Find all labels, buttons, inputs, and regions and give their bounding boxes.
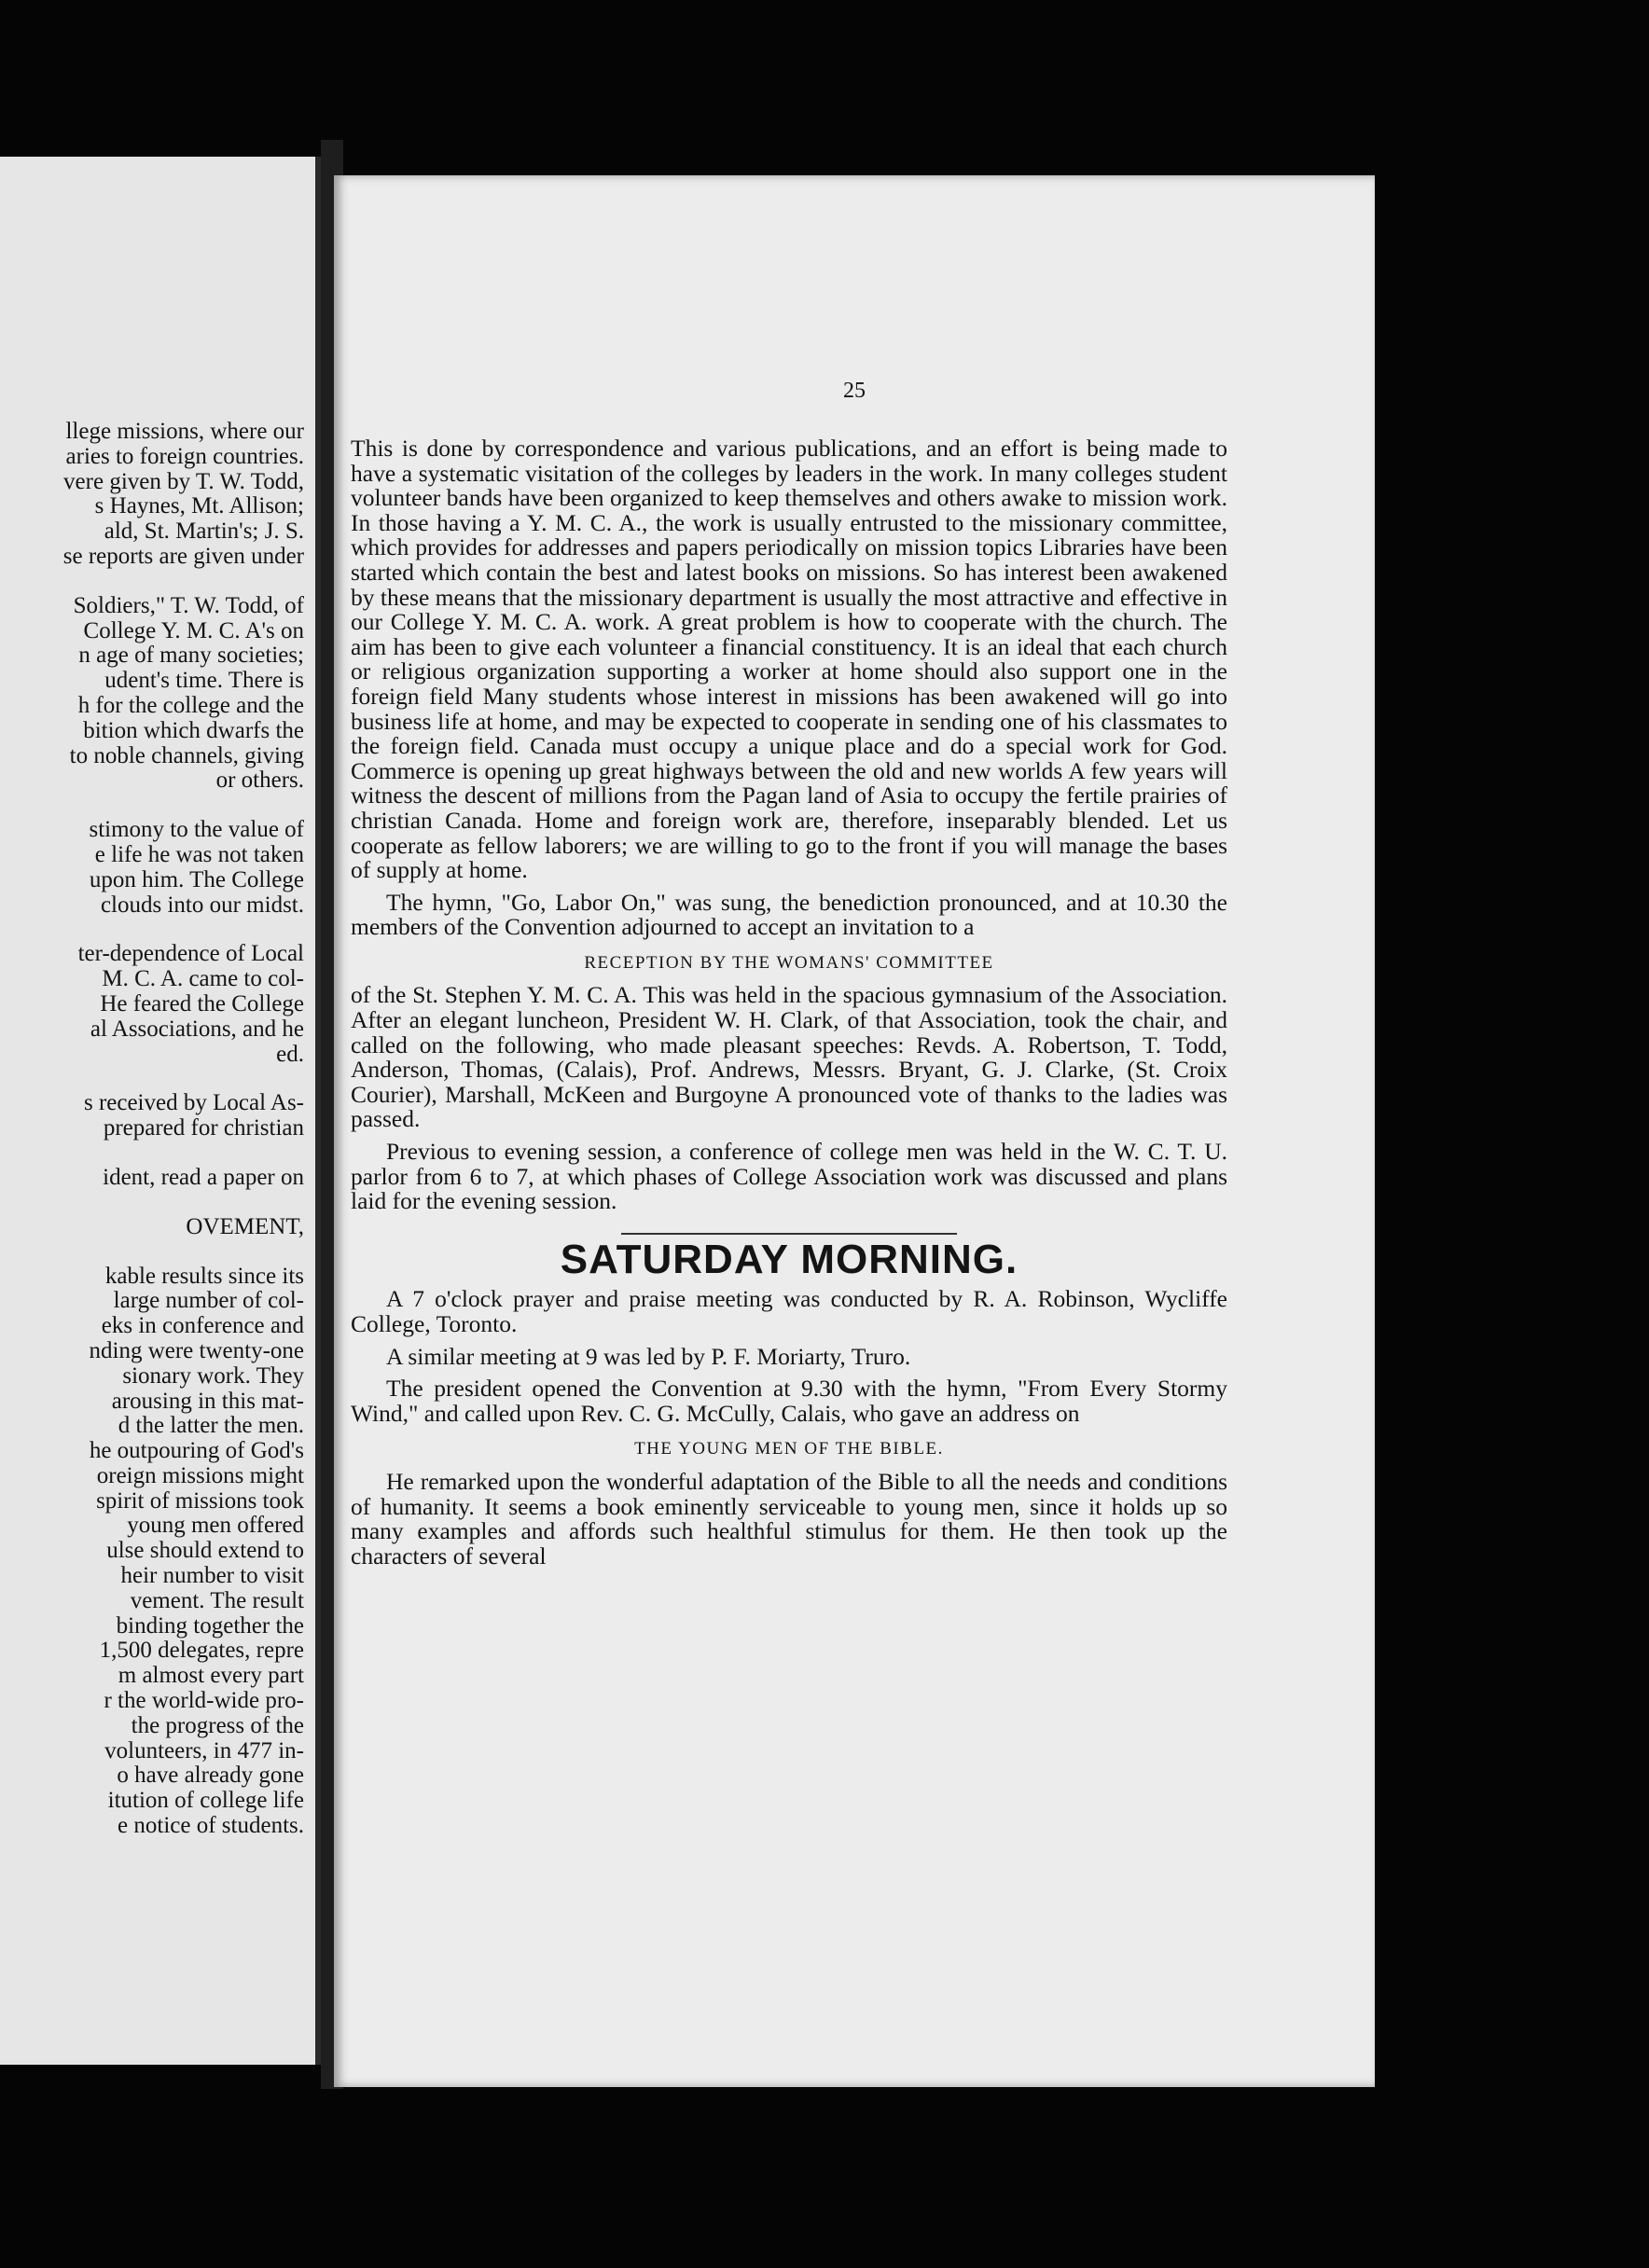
previous-page-line: upon him. The College [89,866,304,892]
page-body [351,436,1227,1569]
heading-reception: RECEPTION BY THE WOMANS' COMMITTEE [584,952,994,973]
previous-page-line: nding were twenty-one [89,1337,304,1363]
heading-young-men-of-the-bible: THE YOUNG MEN OF THE BIBLE. [634,1439,944,1459]
previous-page [0,157,321,2065]
previous-page-line: al Associations, and he [90,1016,304,1042]
previous-page-line: stimony to the value of [89,817,304,843]
line-gap [0,794,304,818]
previous-page-line: 1,500 delegates, repre [99,1638,304,1664]
previous-page-line: volunteers, in 477 in- [104,1737,304,1763]
previous-page-line: OVEMENT, [186,1213,304,1239]
previous-page-line: kable results since its [104,1263,304,1289]
line-gap [0,1240,304,1265]
previous-page-line: to noble channels, giving [69,742,304,768]
previous-page-line: spirit of missions took [96,1487,304,1514]
previous-page-line: ulse should extend to [106,1538,304,1564]
previous-page-line: m almost every part [118,1663,304,1689]
previous-page-line: heir number to visit [120,1563,304,1589]
previous-page-line: itution of college life [107,1788,304,1814]
line-gap [0,1191,304,1215]
paragraph-evening-conference: Previous to evening session, a conference of college men was held in the W. C. T. U. parlor from 6 to 7, at which phases of College Association work was discussed and plans laid for the evening session. [351,1138,1227,1215]
previous-page-line: or others. [215,768,304,794]
paragraph-address: He remarked upon the wonderful adaptation of the Bible to all the needs and conditions of humanity. It seems a book eminently serviceable to young men, since it holds up so many examples and affords such healthful stimulus for them. He then took up the characters of several [351,1467,1227,1570]
section-divider [621,1233,957,1235]
previous-page-line: the progress of the [131,1712,304,1738]
previous-page-line: he outpouring of God's [89,1438,304,1464]
page-number: 25 [843,379,866,403]
previous-page-line: He feared the College [100,990,304,1016]
previous-page-line: d the latter the men. [118,1413,304,1439]
previous-page-line: r the world-wide pro- [104,1688,304,1714]
previous-page-line: aries to foreign countries. [65,443,304,469]
previous-page-line: n age of many societies; [78,643,304,669]
paragraph-convention-opening: The president opened the Convention at 9.30 with the hymn, "From Every Stormy Wind," and called upon Rev. C. G. McCully, Calais, who gave an address on [351,1375,1227,1427]
previous-page-line: arousing in this mat- [111,1388,304,1414]
previous-page-line: clouds into our midst. [100,892,304,918]
previous-page-line: s Haynes, Mt. Allison; [94,493,304,519]
previous-page-line: ed. [276,1041,304,1067]
previous-page-line: College Y. M. C. A's on [83,617,304,643]
line-gap [0,1141,304,1166]
previous-page-line: llege missions, where our [65,419,304,444]
paragraph-prayer-meeting: A 7 o'clock prayer and praise meeting was conducted by R. A. Robinson, Wycliffe College, Toronto. [351,1285,1227,1337]
line-gap [0,570,304,594]
previous-page-line: prepared for christian [103,1115,304,1141]
previous-page-line: oreign missions might [96,1462,304,1488]
previous-page-line: large number of col- [113,1288,304,1314]
previous-page-line: udent's time. There is [104,668,304,694]
paragraph-reception: of the St. Stephen Y. M. C. A. This was held in the spacious gymnasium of the Association. After an elegant luncheon, President W. H. Clark, of that Association, took the chair, and called on the following, who made pleasant speeches: Revds. A. Robertson, T. Todd, Anderson, Thomas, (Calais), Prof. Andrews, Messrs. Bryant, G. J. Clarke, (St. Croix Courier), Marshall, McKeen and Burgoyne A pronounced vote of thanks to the ladies was passed. [351,981,1227,1133]
paragraph-missions: This is done by correspondence and various publications, and an effort is being made to have a systematic visitation of the colleges by leaders in the work. In many colleges student volunteer bands have been organized to keep themselves and others awake to mission work. In those having a Y. M. C. A., the work is usually entrusted to the missionary committee, which provides for addresses and papers periodically on mission topics Libraries have been started which contain the best and latest books on missions. So has interest been awakened by these means that the missionary department is usually the most attractive and effective in our College Y. M. C. A. work. A great problem is how to cooperate with the church. The aim has been to give each volunteer a financial constituency. It is an ideal that each church or religious organization supporting a worker at home should also support one in the foreign field Many students whose interest in missions has been awakened will go into business life at home, and may be expected to cooperate in sending one of his classmates to the foreign field. Canada must occupy a unique place and do a special work for God. Commerce is opening up great highways between the old and new worlds A few years will witness the descent of millions from the Pagan land of Asia to occupy the fertile prairies of christian Canada. Home and foreign work are, therefore, inseparably blended. Let us cooperate as fellow laborers; we are willing to go to the front if you will manage the bases of supply at home. [351,435,1227,884]
previous-page-text [0,420,304,1839]
previous-page-line: eks in conference and [101,1313,304,1339]
previous-page-line: e notice of students. [118,1813,304,1839]
previous-page-line: h for the college and the [77,692,304,718]
previous-page-line: e life he was not taken [94,841,304,867]
previous-page-line: se reports are given under [62,543,304,569]
paragraph-hymn: The hymn, "Go, Labor On," was sung, the benediction pronounced, and at 10.30 the members of the Convention adjourned to accept an invitation to a [351,888,1227,941]
previous-page-line: young men offered [127,1513,304,1539]
previous-page-line: Soldiers," T. W. Todd, of [73,592,304,618]
previous-page-line: s received by Local As- [83,1090,304,1116]
previous-page-line: sionary work. They [122,1362,304,1389]
paragraph-similar-meeting: A similar meeting at 9 was led by P. F. Moriarty, Truro. [386,1342,911,1370]
previous-page-line: ald, St. Martin's; J. S. [104,519,304,545]
heading-saturday-morning: SATURDAY MORNING. [560,1236,1018,1282]
previous-page-line: o have already gone [117,1763,304,1789]
current-page [334,175,1375,2087]
previous-page-line: vement. The result [130,1587,304,1613]
line-gap [0,918,304,942]
line-gap [0,1067,304,1091]
previous-page-line: vere given by T. W. Todd, [63,468,304,494]
previous-page-line: binding together the [116,1612,304,1639]
previous-page-line: M. C. A. came to col- [102,966,304,992]
previous-page-line: ter-dependence of Local [77,941,304,967]
previous-page-line: ident, read a paper on [103,1164,304,1190]
previous-page-line: bition which dwarfs the [83,717,304,743]
